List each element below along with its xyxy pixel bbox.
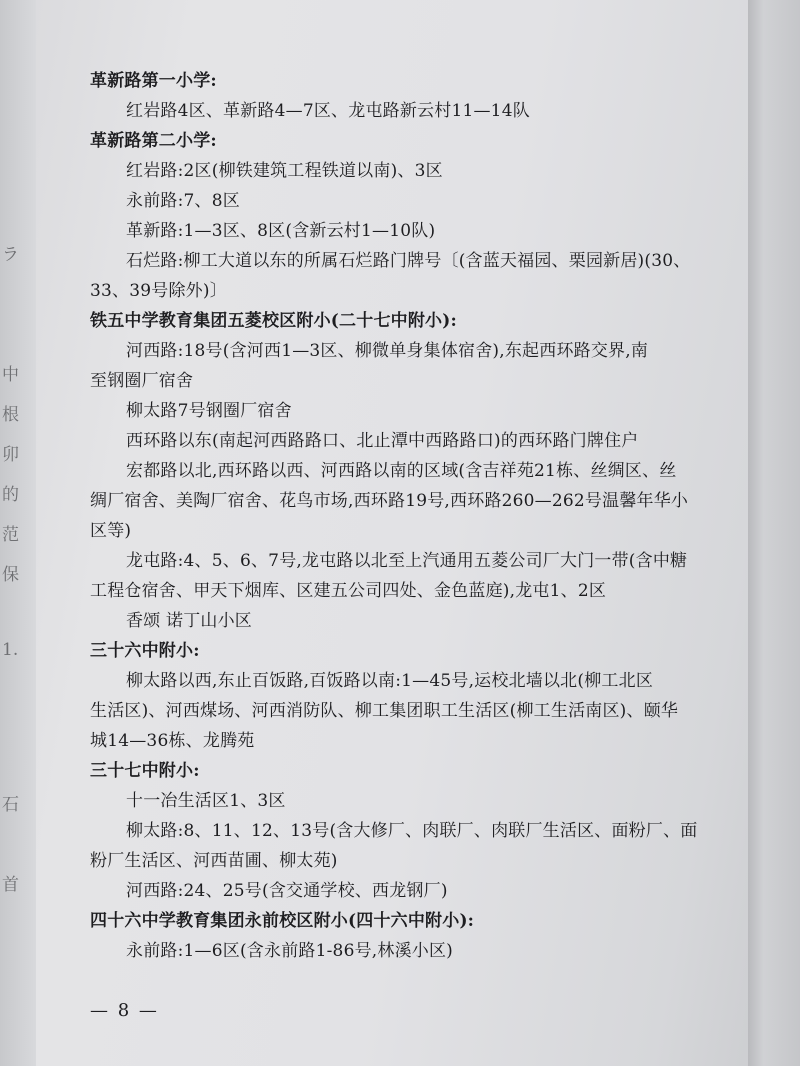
- bleed-char: 卯: [2, 445, 19, 465]
- section-heading: 革新路第一小学:: [90, 71, 217, 91]
- section-heading: 革新路第二小学:: [90, 131, 217, 151]
- text-line: 永前路:7、8区: [126, 191, 240, 211]
- text-line: 柳太路以西,东止百饭路,百饭路以南:1—45号,运校北墙以北(柳工北区: [126, 671, 654, 691]
- text-line: 十一冶生活区1、3区: [126, 791, 286, 811]
- text-line: 龙屯路:4、5、6、7号,龙屯路以北至上汽通用五菱公司厂大门一带(含中糖: [126, 551, 688, 571]
- text-line: 西环路以东(南起河西路路口、北止潭中西路路口)的西环路门牌住户: [126, 431, 639, 451]
- bleed-through-text: [2, 240, 32, 900]
- section-heading: 三十六中附小:: [90, 641, 200, 661]
- bleed-char: 首: [2, 875, 19, 895]
- text-line: 工程仓宿舍、甲天下烟库、区建五公司四处、金色蓝庭),龙屯1、2区: [90, 581, 607, 601]
- text-line: 柳太路7号钢圈厂宿舍: [126, 401, 292, 421]
- text-line: 区等): [90, 521, 132, 541]
- bleed-char: 根: [2, 405, 19, 425]
- text-line: 红岩路:2区(柳铁建筑工程铁道以南)、3区: [126, 161, 443, 181]
- bleed-char: ラ: [2, 245, 19, 265]
- bleed-char: 1.: [2, 640, 19, 660]
- text-line: 革新路:1—3区、8区(含新云村1—10队): [126, 221, 436, 241]
- bleed-char: 范: [2, 525, 19, 545]
- section-heading: 三十七中附小:: [90, 761, 200, 781]
- text-line: 生活区)、河西煤场、河西消防队、柳工集团职工生活区(柳工生活南区)、颐华: [90, 701, 679, 721]
- page-number: — 8 —: [90, 1000, 159, 1021]
- text-line: 至钢圈厂宿舍: [90, 371, 194, 391]
- bleed-char: 石: [2, 795, 19, 815]
- text-line: 绸厂宿舍、美陶厂宿舍、花鸟市场,西环路19号,西环路260—262号温馨年华小: [90, 491, 689, 511]
- text-line: 粉厂生活区、河西苗圃、柳太苑): [90, 851, 338, 871]
- document-body: [90, 66, 730, 966]
- text-line: 河西路:18号(含河西1—3区、柳微单身集体宿舍),东起西环路交界,南: [126, 341, 649, 361]
- bleed-char: 中: [2, 365, 19, 385]
- text-line: 河西路:24、25号(含交通学校、西龙钢厂): [126, 881, 448, 901]
- right-page-fold: [748, 0, 800, 1066]
- section-heading: 铁五中学教育集团五菱校区附小(二十七中附小):: [90, 311, 457, 331]
- text-line: 红岩路4区、革新路4—7区、龙屯路新云村11—14队: [126, 101, 530, 121]
- bleed-char: 保: [2, 565, 19, 585]
- text-line: 香颂 诺丁山小区: [126, 611, 253, 631]
- text-line: 城14—36栋、龙腾苑: [90, 731, 255, 751]
- bleed-char: 的: [2, 485, 19, 505]
- text-line: 33、39号除外)〕: [90, 281, 227, 301]
- text-line: 石烂路:柳工大道以东的所属石烂路门牌号〔(含蓝天福园、栗园新居)(30、: [126, 251, 691, 271]
- text-line: 永前路:1—6区(含永前路1-86号,林溪小区): [126, 941, 454, 961]
- text-line: 宏都路以北,西环路以西、河西路以南的区域(含吉祥苑21栋、丝绸区、丝: [126, 461, 677, 481]
- text-line: 柳太路:8、11、12、13号(含大修厂、肉联厂、肉联厂生活区、面粉厂、面: [126, 821, 698, 841]
- section-heading: 四十六中学教育集团永前校区附小(四十六中附小):: [90, 911, 475, 931]
